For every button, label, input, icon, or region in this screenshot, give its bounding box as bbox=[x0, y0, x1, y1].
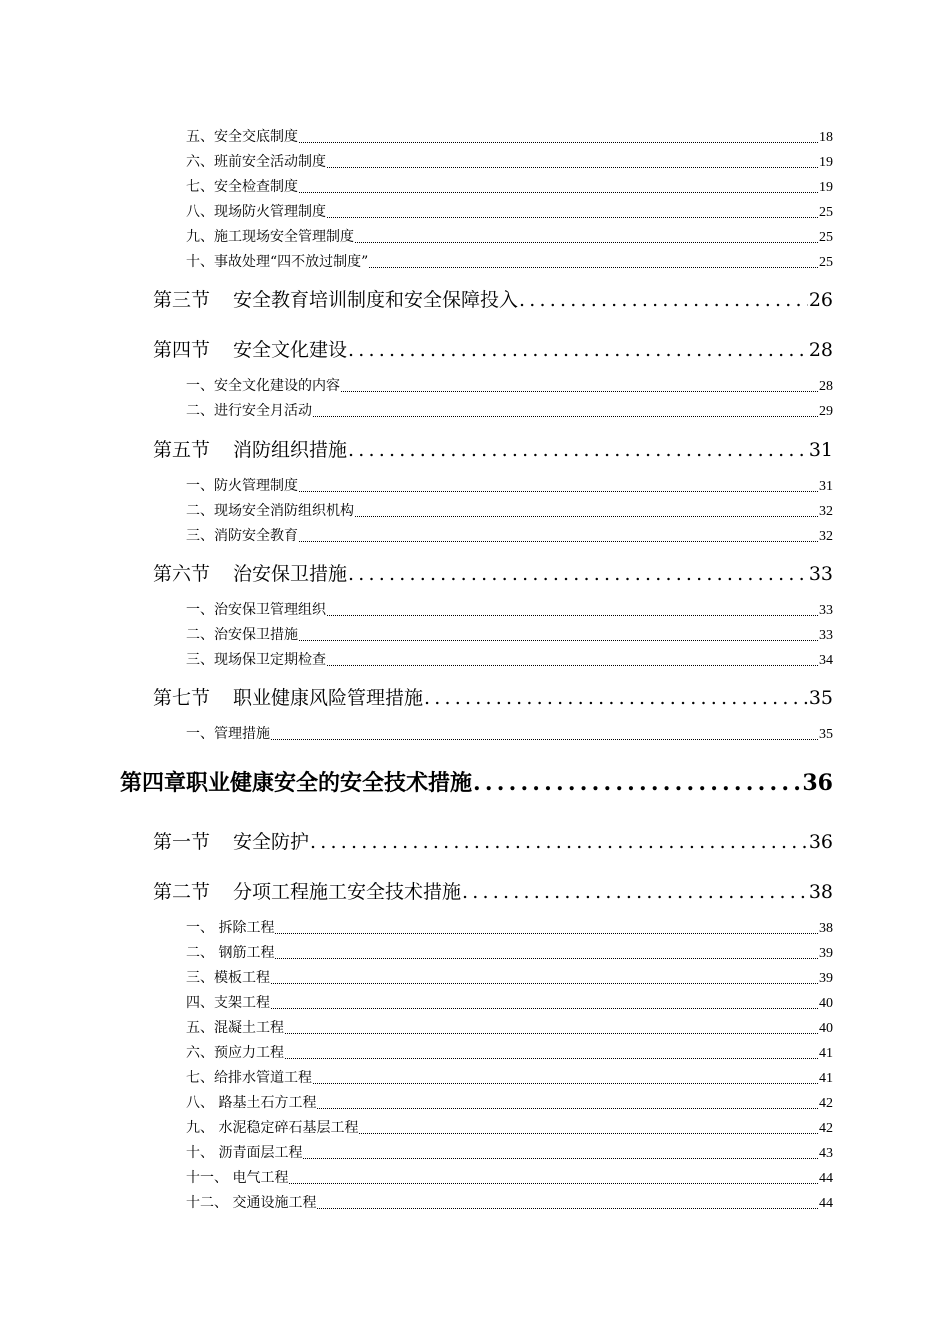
toc-item-label: 三、现场保卫定期检查 bbox=[186, 652, 326, 668]
section-title: 安全防护 bbox=[233, 831, 310, 853]
toc-item-label: 四、支架工程 bbox=[186, 995, 270, 1011]
toc-page-number: 35 bbox=[808, 687, 833, 709]
dot-leader bbox=[327, 217, 818, 218]
toc-item[interactable] bbox=[186, 724, 833, 744]
section-title: 职业健康风险管理措施 bbox=[233, 687, 424, 709]
toc-item[interactable] bbox=[186, 600, 833, 620]
dot-leader bbox=[327, 665, 818, 666]
toc-item-label: 一、治安保卫管理组织 bbox=[186, 602, 326, 618]
dot-leader bbox=[424, 683, 808, 713]
dot-leader bbox=[299, 640, 818, 641]
toc-item-label: 二、现场安全消防组织机构 bbox=[186, 503, 354, 519]
dot-leader bbox=[519, 285, 808, 315]
toc-item[interactable] bbox=[186, 476, 833, 496]
section-title: 消防组织措施 bbox=[233, 439, 348, 461]
dot-leader bbox=[313, 1083, 818, 1084]
toc-item[interactable] bbox=[186, 1043, 833, 1063]
dot-leader bbox=[341, 391, 818, 392]
toc-page-number: 28 bbox=[808, 339, 833, 361]
dot-leader bbox=[299, 541, 818, 542]
toc-item[interactable] bbox=[186, 401, 833, 421]
dot-leader bbox=[317, 1208, 818, 1209]
dot-leader bbox=[355, 242, 818, 243]
toc-page-number: 25 bbox=[819, 230, 833, 245]
toc-item-label: 五、混凝土工程 bbox=[186, 1020, 284, 1036]
dot-leader bbox=[271, 983, 818, 984]
toc-item-label: 九、施工现场安全管理制度 bbox=[186, 229, 354, 245]
toc-section[interactable] bbox=[153, 827, 833, 857]
toc-item[interactable] bbox=[186, 943, 833, 963]
toc-page-number: 33 bbox=[819, 628, 833, 643]
dot-leader bbox=[327, 167, 818, 168]
toc-item[interactable] bbox=[186, 1193, 833, 1213]
toc-item[interactable] bbox=[186, 177, 833, 197]
toc-item-label: 二、 钢筋工程 bbox=[186, 945, 275, 961]
toc-item[interactable] bbox=[186, 127, 833, 147]
toc-page-number: 31 bbox=[808, 439, 833, 461]
dot-leader bbox=[271, 1008, 818, 1009]
toc-page-number: 38 bbox=[808, 881, 833, 903]
toc-page-number: 18 bbox=[819, 130, 833, 145]
section-number: 第一节 bbox=[153, 831, 211, 853]
toc-item[interactable] bbox=[186, 968, 833, 988]
toc-section[interactable] bbox=[153, 683, 833, 713]
toc-item-label: 六、班前安全活动制度 bbox=[186, 154, 326, 170]
toc-item[interactable] bbox=[186, 918, 833, 938]
toc-chapter[interactable] bbox=[120, 766, 833, 800]
toc-section[interactable] bbox=[153, 877, 833, 907]
toc-item[interactable] bbox=[186, 202, 833, 222]
dot-leader bbox=[369, 267, 818, 268]
toc-page-number: 44 bbox=[819, 1171, 833, 1186]
toc-item[interactable] bbox=[186, 152, 833, 172]
dot-leader bbox=[289, 1183, 818, 1184]
section-number: 第四节 bbox=[153, 339, 211, 361]
toc-item[interactable] bbox=[186, 1068, 833, 1088]
toc-page-number: 40 bbox=[819, 1021, 833, 1036]
toc-item-label: 一、安全文化建设的内容 bbox=[186, 378, 340, 394]
toc-item-label: 六、预应力工程 bbox=[186, 1045, 284, 1061]
dot-leader bbox=[313, 416, 818, 417]
toc-page-number: 29 bbox=[819, 404, 833, 419]
dot-leader bbox=[285, 1058, 818, 1059]
toc-page-number: 39 bbox=[819, 946, 833, 961]
toc-page-number: 39 bbox=[819, 971, 833, 986]
dot-leader bbox=[275, 958, 818, 959]
toc-page-number: 32 bbox=[819, 504, 833, 519]
toc-item-label: 一、 拆除工程 bbox=[186, 920, 275, 936]
dot-leader bbox=[299, 192, 818, 193]
toc-item[interactable] bbox=[186, 227, 833, 247]
dot-leader bbox=[355, 516, 818, 517]
toc-item-label: 十二、 交通设施工程 bbox=[186, 1195, 317, 1211]
toc-page-number: 19 bbox=[819, 155, 833, 170]
toc-page-number: 35 bbox=[819, 727, 833, 742]
section-number: 第六节 bbox=[153, 563, 211, 585]
toc-item[interactable] bbox=[186, 1143, 833, 1163]
toc-item[interactable] bbox=[186, 526, 833, 546]
dot-leader bbox=[275, 933, 818, 934]
section-title: 分项工程施工安全技术措施 bbox=[233, 881, 462, 903]
toc-item[interactable] bbox=[186, 650, 833, 670]
toc-item[interactable] bbox=[186, 625, 833, 645]
toc-item-label: 二、进行安全月活动 bbox=[186, 403, 312, 419]
section-title: 安全教育培训制度和安全保障投入 bbox=[233, 289, 519, 311]
toc-item[interactable] bbox=[186, 1093, 833, 1113]
dot-leader bbox=[359, 1133, 818, 1134]
toc-item-label: 十一、 电气工程 bbox=[186, 1170, 289, 1186]
toc-item-label: 十、 沥青面层工程 bbox=[186, 1145, 303, 1161]
toc-item[interactable] bbox=[186, 1018, 833, 1038]
dot-leader bbox=[348, 559, 808, 589]
toc-page-number: 33 bbox=[819, 603, 833, 618]
dot-leader bbox=[462, 877, 808, 907]
toc-item-label: 五、安全交底制度 bbox=[186, 129, 298, 145]
dot-leader bbox=[317, 1108, 818, 1109]
toc-page-number: 34 bbox=[819, 653, 833, 668]
toc-section[interactable] bbox=[153, 559, 833, 589]
toc-page-number: 28 bbox=[819, 379, 833, 394]
toc-section[interactable] bbox=[153, 435, 833, 465]
toc-page-number: 19 bbox=[819, 180, 833, 195]
toc-page-number: 43 bbox=[819, 1146, 833, 1161]
toc-page-number: 41 bbox=[819, 1046, 833, 1061]
toc-page-number: 44 bbox=[819, 1196, 833, 1211]
dot-leader bbox=[271, 739, 818, 740]
toc-page-number: 31 bbox=[819, 479, 833, 494]
dot-leader bbox=[303, 1158, 818, 1159]
toc-item-label: 二、治安保卫措施 bbox=[186, 627, 298, 643]
dot-leader bbox=[327, 615, 818, 616]
dot-leader bbox=[299, 491, 818, 492]
toc-item-label: 七、安全检查制度 bbox=[186, 179, 298, 195]
section-number: 第三节 bbox=[153, 289, 211, 311]
section-number: 第七节 bbox=[153, 687, 211, 709]
toc-item-label: 一、防火管理制度 bbox=[186, 478, 298, 494]
toc-page-number: 42 bbox=[819, 1096, 833, 1111]
toc-item-label: 十、事故处理“四不放过制度” bbox=[186, 254, 369, 270]
toc-item-label: 一、管理措施 bbox=[186, 726, 270, 742]
toc-item-label: 三、模板工程 bbox=[186, 970, 270, 986]
chapter-title: 第四章职业健康安全的安全技术措施 bbox=[120, 770, 473, 796]
section-title: 治安保卫措施 bbox=[233, 563, 348, 585]
section-number: 第五节 bbox=[153, 439, 211, 461]
toc-item-label: 八、 路基土石方工程 bbox=[186, 1095, 317, 1111]
section-title: 安全文化建设 bbox=[233, 339, 348, 361]
toc-item-label: 八、现场防火管理制度 bbox=[186, 204, 326, 220]
dot-leader bbox=[348, 435, 808, 465]
toc-item[interactable] bbox=[186, 1118, 833, 1138]
toc-page-number: 38 bbox=[819, 921, 833, 936]
toc-item-label: 七、给排水管道工程 bbox=[186, 1070, 312, 1086]
toc-page-number: 36 bbox=[808, 831, 833, 853]
dot-leader bbox=[310, 827, 808, 857]
toc-page-number: 33 bbox=[808, 563, 833, 585]
toc-section[interactable] bbox=[153, 285, 833, 315]
section-number: 第二节 bbox=[153, 881, 211, 903]
dot-leader bbox=[473, 766, 801, 800]
toc-page-number: 36 bbox=[802, 770, 833, 796]
toc-item[interactable] bbox=[186, 501, 833, 521]
dot-leader bbox=[348, 335, 808, 365]
toc-page-number: 42 bbox=[819, 1121, 833, 1136]
toc-item-label: 九、 水泥稳定碎石基层工程 bbox=[186, 1120, 359, 1136]
dot-leader bbox=[285, 1033, 818, 1034]
toc-page-number: 41 bbox=[819, 1071, 833, 1086]
toc-item[interactable] bbox=[186, 252, 833, 272]
toc-section[interactable] bbox=[153, 335, 833, 365]
toc-page-number: 40 bbox=[819, 996, 833, 1011]
toc-page-number: 25 bbox=[819, 205, 833, 220]
toc-page-number: 32 bbox=[819, 529, 833, 544]
toc-page-number: 25 bbox=[819, 255, 833, 270]
toc-item-label: 三、消防安全教育 bbox=[186, 528, 298, 544]
toc-item[interactable] bbox=[186, 1168, 833, 1188]
toc-item[interactable] bbox=[186, 376, 833, 396]
dot-leader bbox=[299, 142, 818, 143]
toc-page-number: 26 bbox=[808, 289, 833, 311]
toc-item[interactable] bbox=[186, 993, 833, 1013]
